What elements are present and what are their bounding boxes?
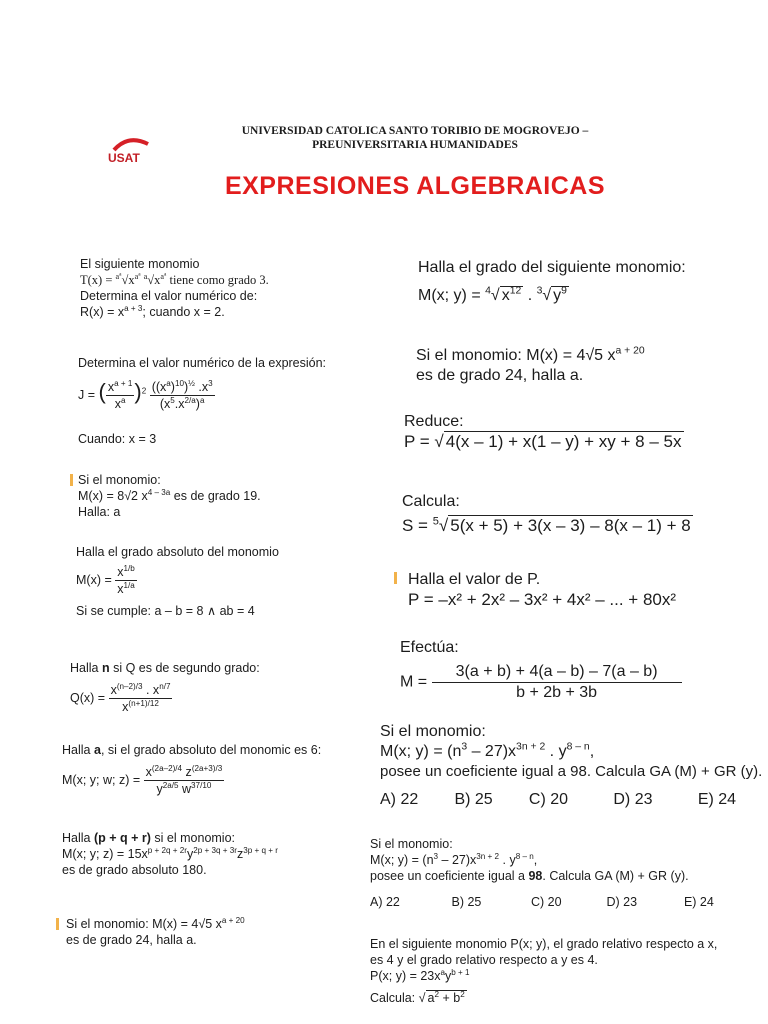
problem-r7-options: [380, 790, 765, 810]
option-d: D) 23: [606, 895, 638, 909]
problem-8-expr: Si el monomio: M(x) = 4: [66, 917, 199, 931]
page-title: EXPRESIONES ALGEBRAICAS: [224, 172, 606, 200]
problem-r3-intro: Reduce:: [404, 413, 464, 430]
problem-r4: [402, 492, 742, 536]
problem-7-expr: M(x; y; z) = 15x: [62, 847, 148, 861]
problem-r3-radicand: 4(x – 1) + x(1 – y) + xy + 8 – 5x: [445, 432, 682, 451]
problem-2: [78, 355, 378, 447]
problem-1-r-exp: a + 3: [124, 303, 143, 313]
problem-r1-lhs: M(x; y) =: [418, 287, 481, 304]
problem-3-expr: M(x) = 8: [78, 489, 125, 503]
problem-r7-intro: Si el monomio:: [380, 723, 486, 740]
problem-4-expression: M(x) = $\frac{x^{1/b}}{x^{1/a}}$: [76, 563, 135, 596]
problem-1: [80, 256, 380, 320]
bullet-marker: [70, 474, 73, 486]
problem-r7-line-2: posee un coeficiente igual a 98. Calcula GA (M) + GR (y).: [380, 763, 763, 780]
option-a: A) 22: [380, 791, 419, 808]
problem-1-line-2: Determina el valor numérico de:: [80, 289, 258, 303]
option-b: B) 25: [451, 895, 482, 909]
problem-2-when: Cuando: x = 3: [78, 432, 157, 446]
usat-logo: [106, 136, 156, 170]
problem-r2-expr: Si el monomio: M(x) = 4: [416, 347, 586, 364]
problem-r3: [404, 412, 744, 452]
problem-r8-options: [370, 894, 760, 910]
problem-8-exp: a + 20: [221, 915, 245, 925]
problem-r9-line-1: En el siguiente monomio P(x; y), el grado relativo respecto a x,: [370, 937, 718, 951]
problem-2-intro: Determina el valor numérico de la expresión:: [78, 356, 327, 370]
problem-r8-line-2-bold: 98: [528, 869, 543, 883]
problem-7-intro-bold: (p + q + r): [93, 831, 151, 845]
problem-1-r-expr: R(x) = x: [80, 305, 125, 319]
problem-r6-intro: Efectúa:: [400, 639, 459, 656]
problem-5-intro-bold: n: [101, 661, 110, 675]
problem-r1-expression: M(x; y) = $^4$√ $x^{12}$ . $^3$√ $y^9$: [418, 285, 567, 304]
problem-r9-expression: P(x; $y) = 23x^ay^{b + 1}$: [370, 967, 470, 983]
problem-3-intro: Si el monomio:: [78, 473, 161, 487]
university-name: [180, 124, 650, 152]
option-e: E) 24: [683, 895, 714, 909]
problem-r2: Si el monomio: M(x) = 4√5 $x^{a + 20}$ es de grado 24, halla a.: [416, 346, 736, 386]
problem-r9: [370, 936, 762, 1006]
problem-r8-line-2a: posee un coeficiente igual a: [370, 869, 525, 883]
option-e: E) 24: [697, 791, 737, 808]
problem-r8-line-2b: . Calcula GA (M) + GR (y).: [542, 869, 689, 883]
problem-r4-expression: S = $^5$√ 5(x + 5) + 3(x – 3) – 8(x – 1) + 8: [402, 515, 691, 535]
problem-4: [76, 544, 376, 619]
problem-r8-expression: M(x; $y) = (n^3 - 27)x^{3n + 2}$ . $y^{8 - n}$,: [370, 851, 538, 867]
university-line-1: UNIVERSIDAD CATOLICA SANTO TORIBIO DE MOGROVEJO –: [241, 125, 589, 137]
problem-1-r-tail: ; cuando x = 2.: [142, 305, 225, 319]
problem-4-lhs: M(x) =: [76, 572, 112, 587]
problem-r9-line-2: es 4 y el grado relativo respecto a y es 4.: [370, 953, 598, 967]
problem-7-intro-b: si el monomio:: [154, 831, 236, 845]
problem-r5-intro: Halla el valor de P.: [408, 571, 541, 588]
option-c: C) 20: [528, 791, 569, 808]
problem-4-intro: Halla el grado absoluto del monomio: [76, 545, 279, 559]
problem-5: [70, 660, 380, 715]
problem-5-lhs: Q(x) =: [70, 690, 106, 705]
problem-3-exp: 4 – 3a: [147, 487, 171, 497]
problem-r8-intro: Si el monomio:: [370, 837, 453, 851]
problem-r9-calc-label: Calcula:: [370, 991, 416, 1005]
problem-r6-numerator: 3(a + b) + 4(a – b) – 7(a – b): [432, 662, 682, 683]
problem-1-intro: El siguiente monomio: [80, 257, 200, 271]
problem-2-frac-a: $\frac{x^{a + 1}}{x^a}$: [107, 378, 133, 411]
problem-5-intro-a: Halla: [70, 661, 99, 675]
problem-8-line-2: es de grado 24, halla a.: [66, 933, 197, 947]
problem-6-intro-b: , si el grado absoluto del monomic es 6:: [100, 743, 322, 757]
problem-r7-expression: M(x; $y) = (n^3 - 27)x^{3n + 2}$ . $y^{8 - n}$,: [380, 741, 595, 760]
problem-r9-expr: P(x; y) = 23x: [370, 969, 441, 983]
problem-4-condition: Si se cumple: a – b = 8 ∧ ab = 4: [76, 604, 255, 618]
problem-6: [62, 742, 392, 797]
problem-6-lhs: M(x; y; w; z) =: [62, 772, 141, 787]
problem-r5: [408, 570, 748, 610]
problem-2-expression: J = ( $\frac{x^{a + 1}}{x^a}$ )$^2$ $\frac{((x^a)^{10})^{\frac{1}{2}} .x^3}{(x^5.x^{2/a})^a}$: [78, 378, 213, 411]
problem-6-expression: M(x; y; w; z) = $\frac{x^{(2a-2)/4} z^{(2a+3)/3}}{y^{2a/5} w^{37/10}}$: [62, 763, 223, 796]
problem-8: Si el monomio: M(x) = 4√5 $x^{a + 20}$ es de grado 24, halla a.: [66, 916, 366, 948]
problem-r6-denominator: b + 2b + 3b: [516, 684, 598, 701]
problem-r3-lhs: P =: [404, 432, 430, 451]
problem-7-line-3: es de grado absoluto 180.: [62, 863, 207, 877]
problem-3-line-3: Halla: a: [78, 505, 121, 519]
problem-6-intro-a: Halla: [62, 743, 91, 757]
option-b: B) 25: [454, 791, 493, 808]
problem-r9-calc: Calcula: √ $a^2 + b^2$: [370, 989, 465, 1005]
problem-3-tail: es de grado 19.: [173, 489, 261, 503]
problem-7-expression: M(x; y; $z) = 15x^{p + 2q + 2r}y^{2p + 3q + 3r}z^{3p + q + r}$: [62, 845, 278, 861]
option-c: C) 20: [530, 895, 562, 909]
logo-text: USAT: [108, 151, 140, 165]
problem-r6-expression: [400, 662, 740, 703]
bullet-marker: [56, 918, 59, 930]
problem-7: [62, 830, 392, 878]
problem-r7: [380, 722, 765, 810]
option-a: A) 22: [370, 895, 400, 909]
problem-r6-lhs: M =: [400, 673, 428, 691]
problem-3: Si el monomio: M(x) = 8√2 $x^{4 - 3a}$ es de grado 19. Halla: a: [78, 472, 378, 520]
problem-r4-intro: Calcula:: [402, 493, 460, 510]
problem-r1: [418, 258, 738, 306]
problem-6-intro-bold: a: [93, 743, 101, 757]
problem-r4-radicand: 5(x + 5) + 3(x – 3) – 8(x – 1) + 8: [450, 516, 691, 535]
problem-r3-expression: P = √ 4(x – 1) + x(1 – y) + xy + 8 – 5x: [404, 432, 682, 451]
option-d: D) 23: [613, 791, 653, 808]
problem-r8: [370, 836, 760, 910]
problem-r2-line-2: es de grado 24, halla a.: [416, 367, 584, 384]
problem-r6: [400, 638, 740, 703]
problem-r2-exp: a + 20: [615, 345, 645, 357]
problem-1-tail: tiene como grado 3.: [169, 273, 269, 287]
problem-2-lhs: J =: [78, 387, 96, 402]
problem-r4-lhs: S =: [402, 516, 428, 535]
problem-7-intro-a: Halla: [62, 831, 91, 845]
problem-r1-intro: Halla el grado del siguiente monomio:: [418, 259, 686, 276]
problem-5-intro-b: si Q es de segundo grado:: [113, 661, 260, 675]
bullet-marker: [394, 572, 397, 584]
problem-2-frac-b: $\frac{((x^a)^{10})^{\frac{1}{2}} .x^3}{(x^5.x^{2/a})^a}$: [151, 378, 213, 411]
problem-5-expression: Q(x) = $\frac{x^{(n-2)/3} . x^{n/7}}{x^{(n+1)/12}}$: [70, 681, 171, 714]
problem-r5-expression: P = –x² + 2x² – 3x² + 4x² – ... + 80x²: [408, 590, 677, 609]
problem-1-expression: $T(x) = ^{a^a}√x^{a^a}$ $^a√x^{a^a}$ tiene como grado 3.: [80, 271, 269, 287]
university-line-2: PREUNIVERSITARIA HUMANIDADES: [312, 139, 518, 151]
